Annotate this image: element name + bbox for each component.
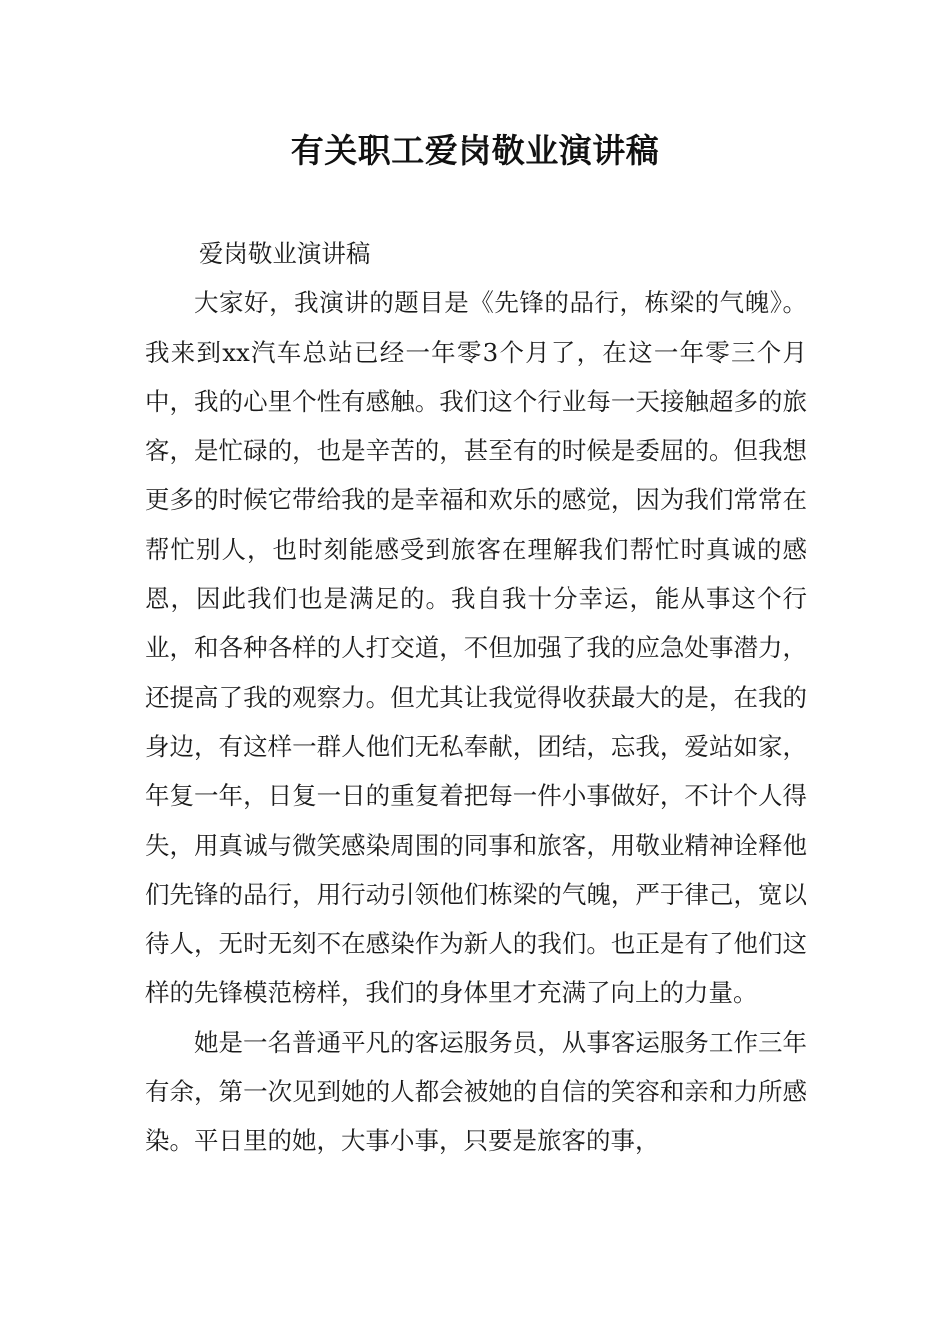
paragraph-1: 大家好，我演讲的题目是《先锋的品行，栋梁的气魄》。我来到xx汽车总站已经一年零3个月了，在这一年零三个月中，我的心里个性有感触。我们这个行业每一天接触超多的旅客，是忙碌的，也是辛苦的，甚至有的时候是委屈的。但我想更多的时候它带给我的是幸福和欢乐的感觉，因为我们常常在帮忙别人，也时刻能感受到旅客在理解我们帮忙时真诚的感恩，因此我们也是满足的。我自我十分幸运，能从事这个行业，和各种各样的人打交道，不但加强了我的应急处事潜力，还提高了我的观察力。但尤其让我觉得收获最大的是，在我的身边，有这样一群人他们无私奉献，团结，忘我，爱站如家，年复一年，日复一日的重复着把每一件小事做好，不计个人得失，用真诚与微笑感染周围的同事和旅客，用敬业精神诠释他们先锋的品行，用行动引领他们栋梁的气魄，严于律己，宽以待人，无时无刻不在感染作为新人的我们。也正是有了他们这样的先锋模范榜样，我们的身体里才充满了向上的力量。 xyxy=(145,288,807,1008)
document-body xyxy=(145,229,807,1166)
document-title: 有关职工爱岗敬业演讲稿 xyxy=(290,131,660,170)
document-subtitle: 爱岗敬业演讲稿 xyxy=(198,239,371,268)
paragraph-2: 她是一名普通平凡的客运服务员，从事客运服务工作三年有余，第一次见到她的人都会被她的自信的笑容和亲和力所感染。平日里的她，大事小事，只要是旅客的事， xyxy=(145,1027,807,1156)
